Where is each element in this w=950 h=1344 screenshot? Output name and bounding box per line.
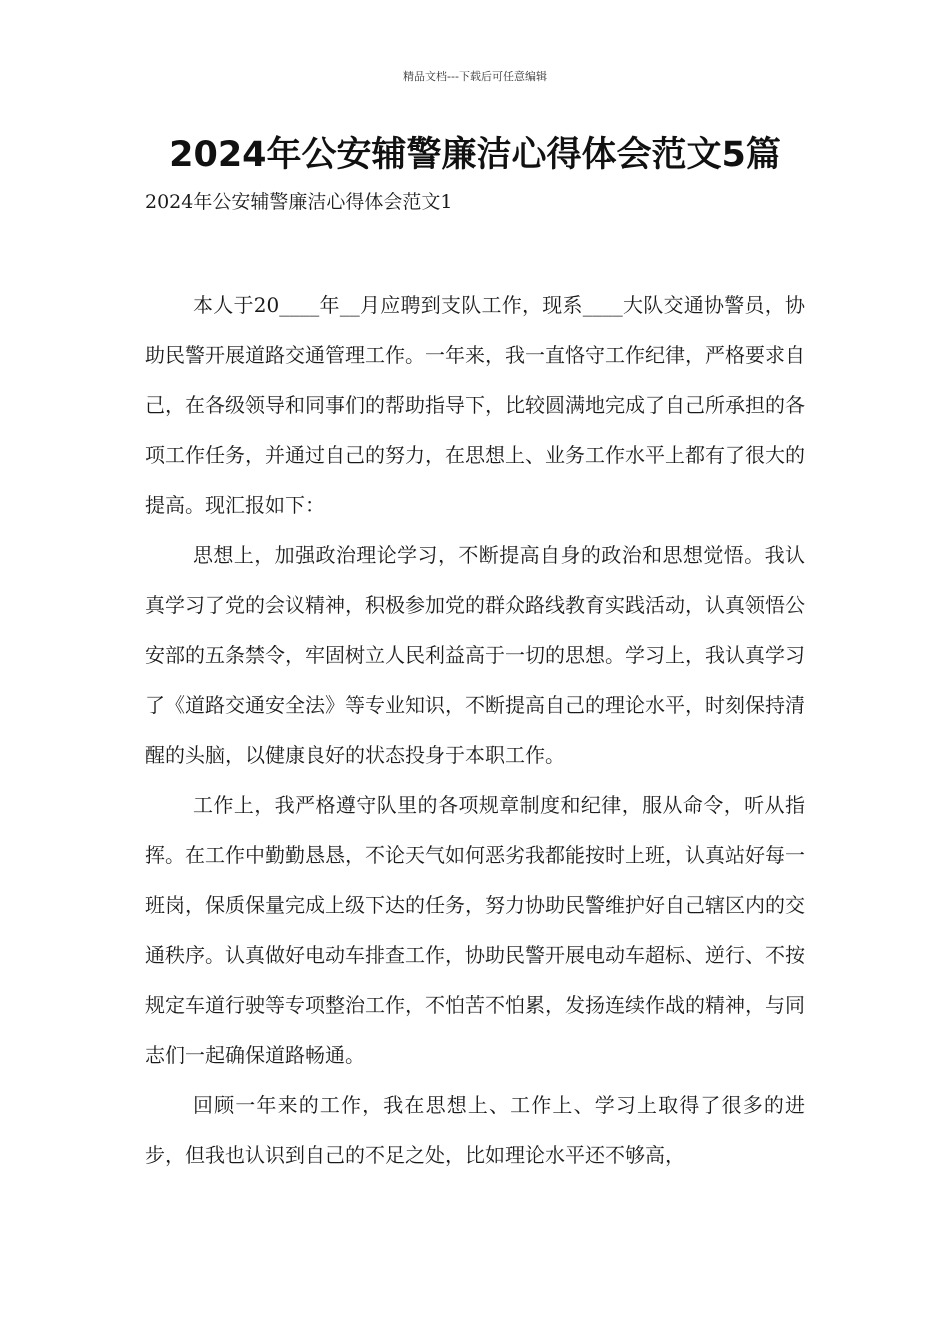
paragraph-4: 回顾一年来的工作，我在思想上、工作上、学习上取得了很多的进步，但我也认识到自己的不足之处，比如理论水平还不够高，	[145, 1093, 805, 1167]
section-heading: 2024年公安辅警廉洁心得体会范文1	[145, 191, 453, 213]
header-note: 精品文档---下载后可任意编辑	[403, 70, 547, 83]
document-title: 2024年公安辅警廉洁心得体会范文5篇	[169, 135, 781, 175]
paragraph-1: 本人于20____年__月应聘到支队工作，现系____大队交通协警员，协助民警开展道路交通管理工作。一年来，我一直恪守工作纪律，严格要求自己，在各级领导和同事们的帮助指导下，比较圆满地完成了自己所承担的各项工作任务，并通过自己的努力，在思想上、业务工作水平上都有了很大的提高。现汇报如下：	[145, 293, 805, 517]
body-text	[145, 280, 805, 1180]
paragraph-3: 工作上，我严格遵守队里的各项规章制度和纪律，服从命令，听从指挥。在工作中勤勤恳恳，不论天气如何恶劣我都能按时上班，认真站好每一班岗，保质保量完成上级下达的任务，努力协助民警维护好自己辖区内的交通秩序。认真做好电动车排查工作，协助民警开展电动车超标、逆行、不按规定车道行驶等专项整治工作，不怕苦不怕累，发扬连续作战的精神，与同志们一起确保道路畅通。	[145, 793, 805, 1067]
paragraph-2: 思想上，加强政治理论学习，不断提高自身的政治和思想觉悟。我认真学习了党的会议精神，积极参加党的群众路线教育实践活动，认真领悟公安部的五条禁令，牢固树立人民利益高于一切的思想。学习上，我认真学习了《道路交通安全法》等专业知识，不断提高自己的理论水平，时刻保持清醒的头脑，以健康良好的状态投身于本职工作。	[145, 543, 805, 767]
